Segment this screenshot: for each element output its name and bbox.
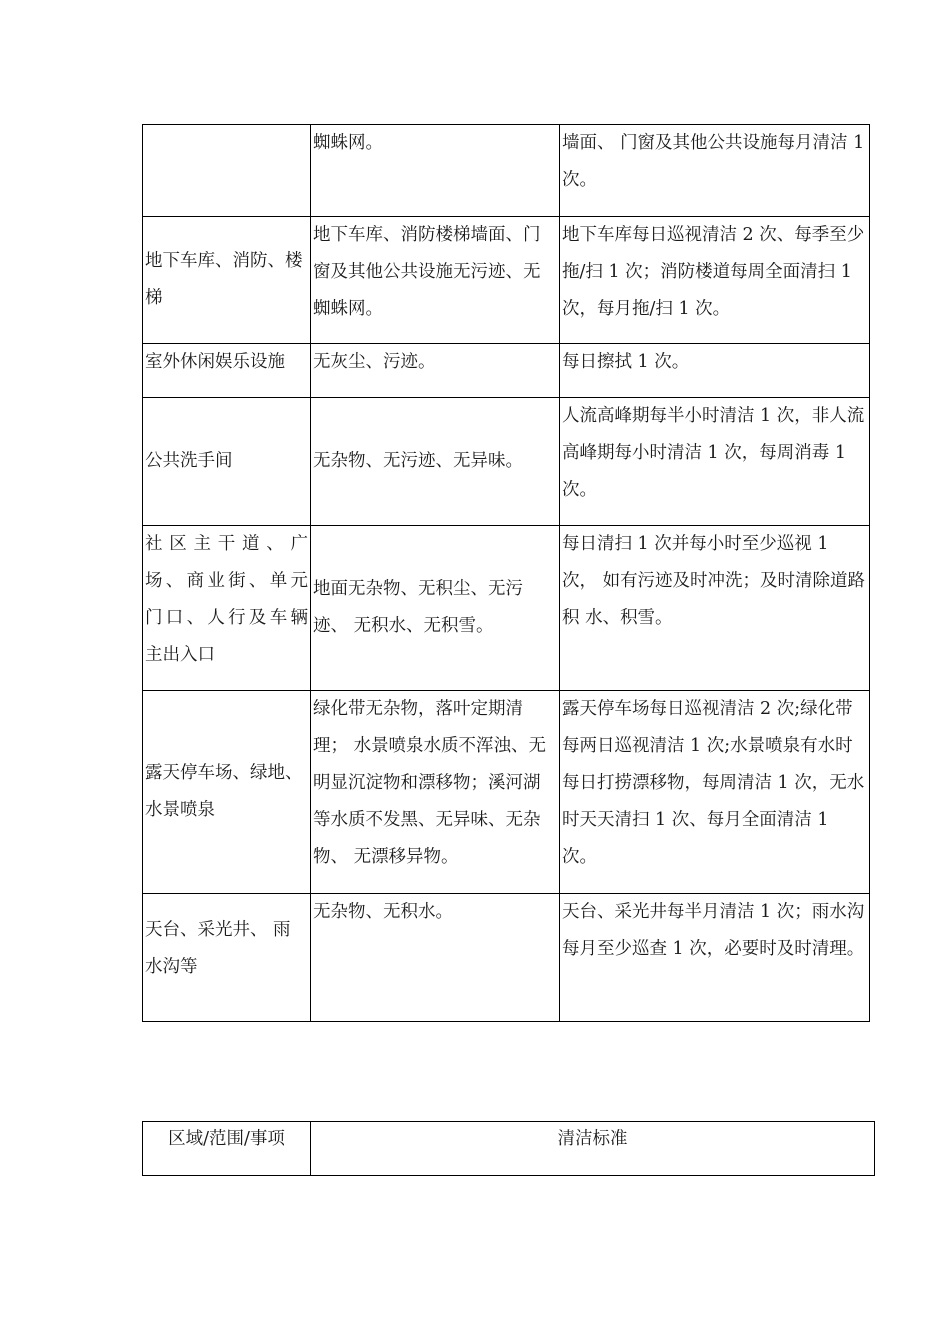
area-cell (143, 125, 311, 217)
area-line: 主出入口 (145, 645, 215, 665)
area-cell: 地下车库、消防、楼梯 (143, 217, 311, 344)
frequency-cell: 地下车库每日巡视清洁 2 次、每季至少拖/扫 1 次；消防楼道每周全面清扫 1 次，每月拖/扫 1 次。 (560, 217, 870, 344)
standards-header-table (142, 1121, 875, 1176)
area-cell: 露天停车场、绿地、水景喷泉 (143, 691, 311, 894)
area-cell: 室外休闲娱乐设施 (143, 344, 311, 398)
standard-cell: 绿化带无杂物，落叶定期清理； 水景喷泉水质不浑浊、无明显沉淀物和漂移物；溪河湖等水质不发黑、无异味、无杂物、 无漂移异物。 (311, 691, 560, 894)
table-header-row (143, 1122, 875, 1176)
area-line: 场、商业街、单元 (145, 571, 308, 591)
header-standard: 清洁标准 (311, 1122, 875, 1176)
area-line: 门口、人行及车辆 (145, 608, 308, 628)
table-row (143, 894, 870, 1022)
area-cell: 天台、采光井、 雨水沟等 (143, 894, 311, 1022)
frequency-cell: 人流高峰期每半小时清洁 1 次，非人流高峰期每小时清洁 1 次，每周消毒 1 次。 (560, 398, 870, 526)
header-area: 区域/范围/事项 (143, 1122, 311, 1176)
frequency-cell: 墙面、 门窗及其他公共设施每月清洁 1 次。 (560, 125, 870, 217)
standard-cell: 无杂物、无污迹、无异味。 (311, 398, 560, 526)
table-row (143, 125, 870, 217)
standard-cell: 蜘蛛网。 (311, 125, 560, 217)
standard-cell: 地下车库、消防楼梯墙面、门窗及其他公共设施无污迹、无 蜘蛛网。 (311, 217, 560, 344)
frequency-cell: 天台、采光井每半月清洁 1 次；雨水沟每月至少巡查 1 次，必要时及时清理。 (560, 894, 870, 1022)
table-row (143, 344, 870, 398)
frequency-cell: 露天停车场每日巡视清洁 2 次;绿化带每两日巡视清洁 1 次;水景喷泉有水时每日打捞漂移物，每周清洁 1 次，无水时天天清扫 1 次、每月全面清洁 1 次。 (560, 691, 870, 894)
standard-cell: 无灰尘、污迹。 (311, 344, 560, 398)
table-row (143, 398, 870, 526)
frequency-cell: 每日清扫 1 次并每小时至少巡视 1 次， 如有污迹及时冲洗；及时清除道路积 水、积雪。 (560, 526, 870, 691)
standard-cell: 无杂物、无积水。 (311, 894, 560, 1022)
table-row (143, 217, 870, 344)
table-row (143, 691, 870, 894)
standard-cell: 地面无杂物、无积尘、无污迹、 无积水、无积雪。 (311, 526, 560, 691)
cleaning-schedule-table (142, 124, 870, 1022)
area-cell: 公共洗手间 (143, 398, 311, 526)
area-cell (143, 526, 311, 691)
frequency-cell: 每日擦拭 1 次。 (560, 344, 870, 398)
area-line: 社 区 主 干 道 、 广 (145, 534, 308, 554)
table-row (143, 526, 870, 691)
